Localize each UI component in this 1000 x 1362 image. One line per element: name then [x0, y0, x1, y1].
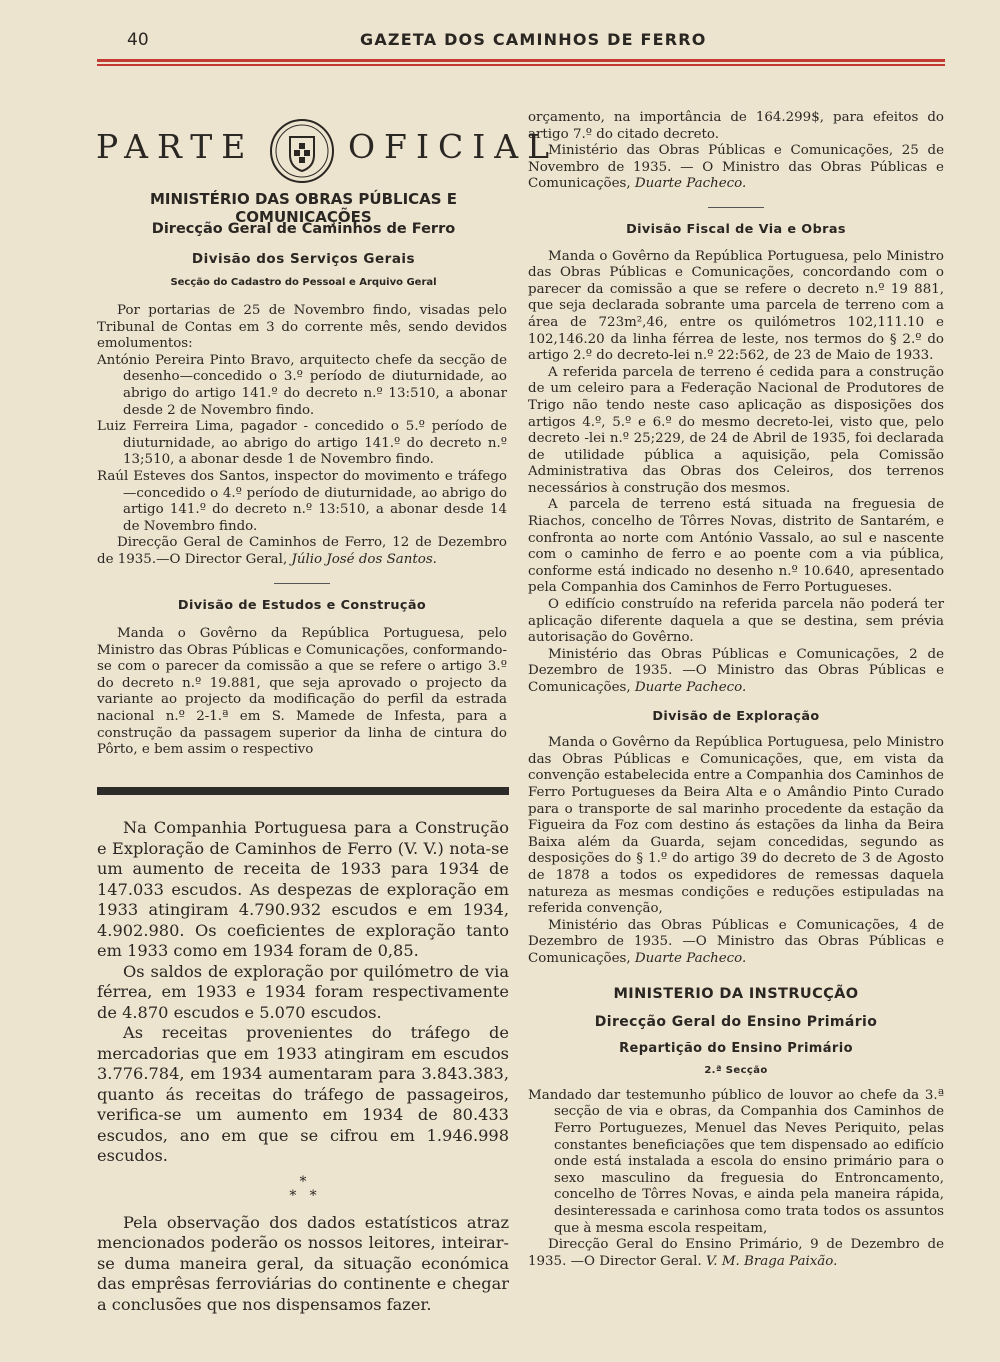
signature-paragraph: Direcção Geral do Ensino Primário, 9 de Dezembro de 1935. —O Director Geral. V. M. Braga Paixão.: [528, 1237, 944, 1269]
paragraph: Raúl Esteves dos Santos, inspector do movimento e tráfego —concedido o 4.º período de diuturnidade, ao abrigo do artigo 141.º do decreto n.º 13:510, a abonar desde 14 de Novembro findo.: [97, 468, 507, 534]
article-paragraph: Pela observação dos dados estatísticos atraz mencionados poderão os nossos leitores, inteirar-se duma maneira geral, da situação económica das emprêsas ferroviárias do continente e chegar a conclusões que nos dispensamos fazer.: [97, 1212, 509, 1314]
signature-paragraph: Direcção Geral de Caminhos de Ferro, 12 de Dezembro de 1935.—O Director Geral, Júlio José dos Santos.: [97, 535, 507, 567]
header-rule-bottom: [97, 64, 945, 66]
division-heading: Divisão dos Serviços Gerais: [191, 251, 416, 267]
division-heading: Divisão de Exploração: [652, 708, 820, 724]
signature-paragraph: Ministério das Obras Públicas e Comunicações, 4 de Dezembro de 1935. —O Ministro das Obras Públicas e Comunicações, Duarte Pacheco.: [528, 917, 944, 966]
paragraph: Por portarias de 25 de Novembro findo, visadas pelo Tribunal de Contas em 3 do corrente mês, sendo devidos emolumentos:: [97, 303, 507, 352]
paragraph: orçamento, na importância de 164.299$, para efeitos do artigo 7.º do citado decreto.: [528, 110, 944, 142]
page-number: 40: [127, 30, 149, 50]
right-column: [528, 110, 944, 1270]
asterism: * * *: [289, 1173, 317, 1204]
coat-of-arms-icon: [268, 117, 336, 185]
paragraph: Manda o Govêrno da República Portuguesa, pelo Ministro das Obras Públicas e Comunicações, que, em vista da convenção estabelecida entre a Companhia dos Caminhos de Ferro Portugueses da Beira Alta e o Amândio Pinto Curado para o transporte de sal marinho procedente da estação da Figueira da Foz com destino ás estações da linha da Beira Baixa além da Guarda, sejam concedidas, segundo as desposições do § 1.º do artigo 39 do decreto de 3 de Agosto de 1878 a todos os expedidores de remessas daquela natureza as mesmas condições e reduções estipuladas na referida convenção,: [528, 735, 944, 917]
direction-heading: Direcção Geral de Caminhos de Ferro: [151, 221, 456, 237]
ministry-heading: MINISTÉRIO DAS OBRAS PÚBLICAS E COMUNICAÇÕES: [149, 190, 458, 226]
paragraph: Manda o Govêrno da República Portuguesa, pelo Ministro das Obras Públicas e Comunicações, conformando-se com o parecer da comissão a que se refere o artigo 3.º do decreto n.º 19.881, que seja aprovado o projecto da variante ao projecto da modificação do perfil da estrada nacional n.º 2-1.ª em S. Mamede de Infesta, para a construção da passagem superior da linha de cintura do Pôrto, e bem assim o respectivo: [97, 626, 507, 758]
masthead-right-word: OFICIAL: [348, 127, 559, 166]
header-rule-top: [97, 59, 945, 62]
section-heading: 2.ª Secção: [704, 1065, 768, 1077]
parte-oficial-masthead: [96, 127, 559, 181]
signature-paragraph: Ministério das Obras Públicas e Comunicações, 25 de Novembro de 1935. — O Ministro das Obras Públicas e Comunicações, Duarte Pacheco.: [528, 143, 944, 192]
article-paragraph: Os saldos de exploração por quilómetro de via férrea, em 1933 e 1934 foram respectivamente de 4.870 escudos e 5.070 escudos.: [97, 961, 509, 1022]
repartition-heading: Repartição do Ensino Primário: [619, 1040, 853, 1056]
publication-title: GAZETA DOS CAMINHOS DE FERRO: [360, 30, 707, 49]
paragraph: A parcela de terreno está situada na freguesia de Riachos, concelho de Tôrres Novas, distrito de Santarém, e confronta ao norte com António Vassalo, ao sul e nascente com o caminho de ferro e ao poente com a via pública, conforme está indicado no desenho n.º 10.640, apresentado pela Companhia dos Caminhos de Ferro Portugueses.: [528, 497, 944, 596]
ministry-heading: MINISTERIO DA INSTRUCÇÃO: [613, 985, 859, 1002]
section-heading: Secção do Cadastro do Pessoal e Arquivo Geral: [170, 277, 437, 288]
masthead-left-word: PARTE: [96, 127, 255, 166]
left-column: [97, 303, 507, 759]
division-heading: Divisão Fiscal de Via e Obras: [626, 221, 846, 237]
separator: [708, 207, 764, 208]
division-heading: Divisão de Estudos e Construção: [177, 597, 427, 613]
paragraph: Manda o Govêrno da República Portuguesa, pelo Ministro das Obras Públicas e Comunicações, concordando com o parecer da comissão a que se refere o decreto n.º 19 881, que seja declarada sobrante uma parcela de terreno com a área de 723m²,46, entre os quilómetros 102,111.10 e 102,146.20 da linha férrea de leste, nos termos do § 2.º do artigo 2.º do decreto-lei n.º 22:562, de 23 de Maio de 1933.: [528, 248, 944, 364]
article-paragraph: As receitas provenientes do tráfego de mercadorias que em 1933 atingiram em escudos 3.776.784, em 1934 aumentaram para 3.843.383, quanto ás receitas do tráfego de passageiros, verifica-se um aumento em 1934 de 80.433 escudos, ano em que se cifrou em 1.946.998 escudos.: [97, 1023, 509, 1165]
separator: [274, 583, 330, 584]
paragraph: A referida parcela de terreno é cedida para a construção de um celeiro para a Federação Nacional de Produtores de Trigo não tendo neste caso aplicação as disposições dos artigos 4.º, 5.º e 6.º do mesmo decreto-lei, visto que, pelo decreto -lei n.º 25;229, de 24 de Abril de 1935, foi declarada de utilidade pública a aquisição, pela Comissão Administrativa das Obras dos Celeiros, dos terrenos necessários à construção dos mesmos.: [528, 364, 944, 496]
paragraph: Mandado dar testemunho público de louvor ao chefe da 3.ª secção de via e obras, da Companhia dos Caminhos de Ferro Portuguezes, Menuel das Neves Periquito, pelas constantes beneficiações que tem dispensado ao edifício onde está instalada a escola do ensino primário para o sexo masculino da freguesia do Entroncamento, concelho de Tôrres Novas, e ainda pela maneira rápida, desinteressada e carinhosa como trata todos os assuntos que à mesma escola respeitam,: [528, 1087, 944, 1236]
paragraph: Luiz Ferreira Lima, pagador - concedido o 5.º período de diuturnidade, ao abrigo do artigo 141.º do decreto n.º 13;510, a abonar desde 1 de Novembro findo.: [97, 419, 507, 468]
signature-paragraph: Ministério das Obras Públicas e Comunicações, 2 de Dezembro de 1935. —O Ministro das Obras Públicas e Comunicações, Duarte Pacheco.: [528, 646, 944, 695]
paragraph: António Pereira Pinto Bravo, arquitecto chefe da secção de desenho—concedido o 3.º período de diuturnidade, ao abrigo do artigo 141.º do decreto n.º 13:510, a abonar desde 2 de Novembro findo.: [97, 352, 507, 418]
direction-heading: Direcção Geral do Ensino Primário: [594, 1014, 878, 1031]
article-divider: [97, 787, 509, 795]
paragraph: O edifício construído na referida parcela não poderá ter aplicação diferente daquela a que se destina, sem prévia autorisação do Govêrno.: [528, 597, 944, 646]
article-paragraph: Na Companhia Portuguesa para a Construção e Exploração de Caminhos de Ferro (V. V.) nota-se um aumento de receita de 1933 para 1934 de 147.033 escudos. As despezas de exploração em 1933 atingiram 4.790.932 escudos e em 1934, 4.902.980. Os coeficientes de exploração tanto em 1933 como em 1934 foram de 0,85.: [97, 818, 509, 960]
article-body: [97, 818, 509, 1315]
